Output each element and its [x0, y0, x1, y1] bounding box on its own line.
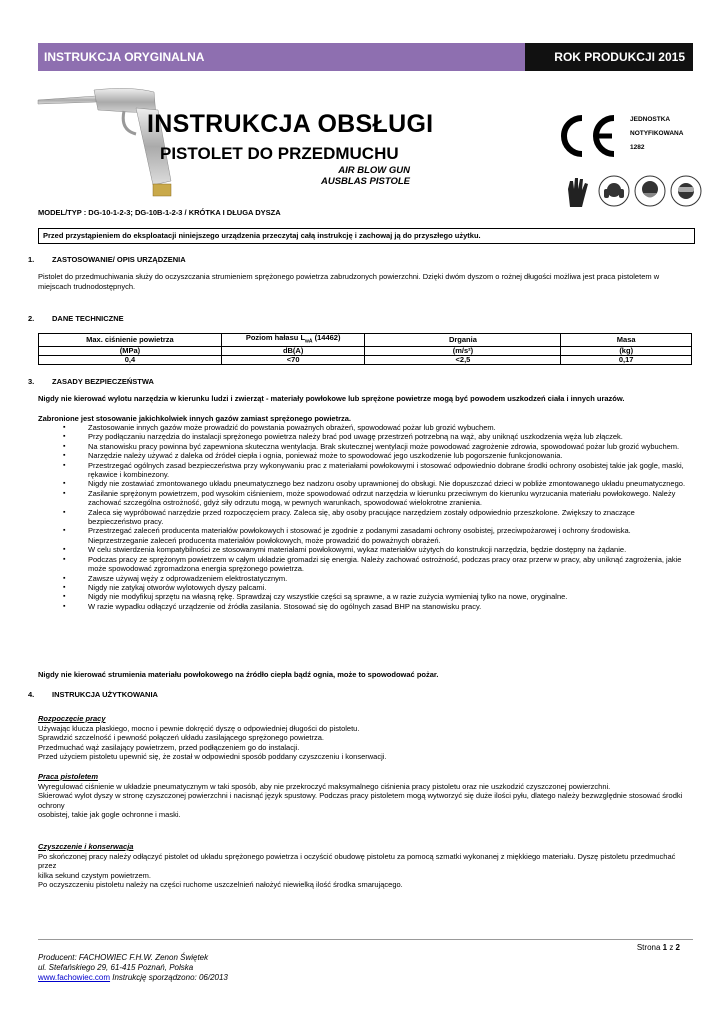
face-mask-icon: [634, 175, 666, 207]
list-item: ▪ Zasilanie sprężonym powietrzem, pod wysokim ciśnieniem, może spowodować odrzut narzędzia w kierunku przeciwnym do kierunku wyrzucania materiału powłokowego. Należy zachować szczególna ostrożność, gdyż siły odrzutu mogą, w pewnych warunkach, spowodować wielokrotne zranienia.: [38, 489, 686, 508]
page-number: Strona 1 z 2: [636, 943, 680, 952]
section-3-heading: 3. ZASADY BEZPIECZEŃSTWA: [28, 377, 154, 386]
subtitle-de: AUSBLAS PISTOLE: [320, 176, 410, 187]
producer-website-link[interactable]: www.fachowiec.com: [38, 973, 111, 982]
read-manual-warning: Przed przystąpieniem do eksploatacji niniejszego urządzenia przeczytaj całą instrukcję i zachowaj ją do przyszłego użytku.: [38, 228, 695, 244]
original-manual-label: INSTRUKCJA ORYGINALNA: [38, 43, 525, 71]
safety-bold-warning-1: Nigdy nie kierować wylotu narzędzia w kierunku ludzi i zwierząt - materiały powłokowe lub sprężone powietrze mogą być powodem uszkodzeń ciała i innych urazów.: [38, 394, 625, 403]
ppe-icons: [562, 175, 702, 209]
header-banner: [38, 43, 693, 71]
list-item: ▪ Przestrzegać ogólnych zasad bezpieczeństwa przy wykonywaniu prac z materiałami powłokowymi i stosować odpowiednio dobrane środki ochrony osobistej takie jak gogle, maski, rękawice i kombinezony.: [38, 461, 686, 480]
subtitle-translations: [300, 165, 410, 187]
table-units-row: (MPa) dB(A) (m/s²) (kg): [39, 346, 692, 355]
glove-icon: [562, 175, 594, 209]
cleaning-block: Czyszczenie i konserwacja Po skończonej pracy należy odłączyć pistolet od układu sprężonego powietrza i oczyścić obudowę pistoletu za pomocą szmatki wykonanej z miękkiego materiału. Dyszę pistoletu przedmuchać przez kilka sekund czystym powietrzem. Po oczyszczeniu pistoletu należy na części ruchome uszczelnień nałożyć niewielką ilość środka smarującego.: [38, 842, 688, 890]
list-item: ▪ Przy podłączaniu narzędzia do instalacji sprężonego powietrza należy brać pod uwagę przestrzeń potrzebną na wąż, aby uniknąć uszkodzenia węża lub złączek.: [38, 432, 686, 441]
list-item: ▪ Nigdy nie zostawiać zmontowanego układu pneumatycznego bez nadzoru osoby uprawnionej do obsługi. Nie dopuszczać dzieci w pobliże zmontowanego układu pneumatycznego.: [38, 479, 686, 488]
section-1-text: Pistolet do przedmuchiwania służy do oczyszczania strumieniem sprężonego powietrza zabrudzonych powierzchni. Dzięki dwóm dyszom o rożnej długości możliwa jest praca pistoletem w miejscach trudnodostępnych.: [38, 272, 660, 291]
cleaning-title: Czyszczenie i konserwacja: [38, 842, 134, 851]
safety-bold-warning-3: Nigdy nie kierować strumienia materiału powłokowego na źródło ciepła bądź ognia, może to spowodować pożar.: [38, 670, 439, 679]
list-item: ▪ Zastosowanie innych gazów może prowadzić do powstania poważnych obrażeń, spowodować pożar lub grozić wybuchem.: [38, 423, 686, 432]
ce-mark-icon: [554, 112, 620, 160]
safety-rules-list: [38, 423, 686, 611]
gun-work-block: Praca pistoletem Wyregulować ciśnienie w układzie pneumatycznym w taki sposób, aby nie przekroczyć maksymalnego ciśnienia pracy pistoletu oraz nie uszkodzić czyszczonej powierzchni. Skierować wylot dyszy w stronę czyszczonej powierzchni i nacisnąć język spustowy. Podczas pracy pistoletem mogą wytworzyć się duże ilości pyłu, dlatego należy bezwzględnie stosować środki ochrony osobistej, takie jak gogle ochronne i maski.: [38, 772, 688, 820]
producer-info: Producent: FACHOWIEC F.H.W. Zenon Świętek ul. Stefańskiego 29, 61-415 Poznań, Polska www.fachowiec.com Instrukcję sporządzono: 06/2013: [38, 953, 228, 982]
list-item: ▪ Zawsze używaj węży z odprowadzeniem elektrostatycznym.: [38, 574, 686, 583]
list-item: ▪ Nigdy nie modyfikuj sprzętu na własną rękę. Sprawdzaj czy wszystkie części są sprawne, a w razie zużycia wymieniaj tylko na nowe, oryginalne.: [38, 592, 686, 601]
list-item: ▪ W celu stwierdzenia kompatybilności ze stosowanymi materiałami powłokowymi, wykaz materiałów użytych do konstrukcji narzędzia, będzie dostępny na żądanie.: [38, 545, 686, 554]
goggles-icon: [670, 175, 702, 207]
list-item: ▪ Zaleca się wypróbować narzędzie przed rozpoczęciem pracy. Zaleca się, aby osoby pracujące narzędziem zostały odpowiednio przeszkolone. Zwiększy to znaczące bezpieczeństwo pracy.: [38, 508, 686, 527]
section-4-heading: 4. INSTRUKCJA UŻYTKOWANIA: [28, 690, 158, 699]
section-2-heading: 2. DANE TECHNICZNE: [28, 314, 124, 323]
footer-divider: [38, 939, 693, 940]
start-work-block: Rozpoczęcie pracy Używając klucza płaskiego, mocno i pewnie dokręcić dyszę o odpowiedniej długości do pistoletu. Sprawdzić szczelność i pewność połączeń układu zasilającego sprężonego powietrza. Przedmuchać wąż zasilający powietrzem, przed podłączeniem go do instalacji. Przed użyciem pistoletu upewnić się, że został w odpowiedni sposób poddany czyszczeniu i konserwacji.: [38, 714, 688, 762]
list-item: ▪ Nigdy nie zatykaj otworów wylotowych dyszy palcami.: [38, 583, 686, 592]
production-year-label: ROK PRODUKCJI 2015: [525, 43, 693, 71]
list-item: ▪ Podczas pracy ze sprężonym powietrzem w całym układzie gromadzi się energia. Należy zachować ostrożność, podczas pracy oraz przerw w pracy, aby uniknąć zagrożenia, jakie może spowodować zgromadzona energia sprężonego powietrza.: [38, 555, 686, 574]
technical-data-table: [38, 333, 692, 365]
page-title: INSTRUKCJA OBSŁUGI: [147, 110, 434, 138]
list-item: ▪ Przestrzegać zaleceń producenta materiałów powłokowych i stosować je zgodnie z podanymi zasadami ochrony osobistej, przeciwpożarowej i ochrony środowiska. Nieprzestrzeganie zaleceń producenta materiałów powłokowych, może prowadzić do poważnych obrażeń.: [38, 526, 686, 545]
section-1-heading: 1. ZASTOSOWANIE/ OPIS URZĄDZENIA: [28, 255, 186, 264]
ear-protection-icon: [598, 175, 630, 207]
table-header-row: Max. ciśnienie powietrza Poziom hałasu $L_{wA}$ (14462) Drgania Masa: [39, 334, 692, 347]
table-values-row: 0,4 <70 <2,5 0,17: [39, 355, 692, 364]
notified-body: JEDNOSTKA NOTYFIKOWANA 1282: [630, 116, 684, 151]
page-subtitle: PISTOLET DO PRZEDMUCHU: [160, 144, 399, 163]
safety-bold-warning-2: Zabronione jest stosowanie jakichkolwiek innych gazów zamiast sprężonego powietrza.: [38, 414, 351, 423]
list-item: ▪ Na stanowisku pracy powinna być zapewniona skuteczna wentylacja. Brak skutecznej wentylacji może powodować zagrożenie zdrowia, spowodować pożar lub grozić wybuchem.: [38, 442, 686, 451]
model-type: MODEL/TYP : DG-10-1-2-3; DG-10B-1-2-3 / KRÓTKA I DŁUGA DYSZA: [38, 208, 281, 217]
subtitle-en: AIR BLOW GUN: [338, 165, 410, 176]
list-item: ▪ Narzędzie należy używać z daleka od źródeł ciepła i ognia, ponieważ może to spowodować jego uszkodzenie lub pogorszenie funkcjonowania.: [38, 451, 686, 460]
gun-work-title: Praca pistoletem: [38, 772, 99, 781]
start-work-title: Rozpoczęcie pracy: [38, 714, 106, 723]
list-item: ▪ W razie wypadku odłączyć urządzenie od źródła zasilania. Stosować się do ogólnych zasad BHP na stanowisku pracy.: [38, 602, 686, 611]
